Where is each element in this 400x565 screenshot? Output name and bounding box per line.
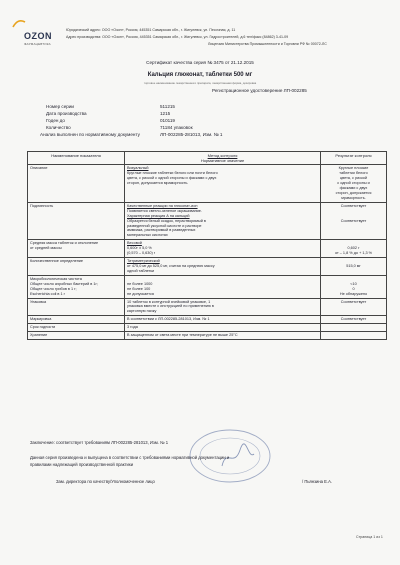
indicator-name: Маркировка (30, 317, 52, 322)
table-row (28, 324, 387, 332)
method-cell (125, 324, 321, 332)
normative-value: минеральных кислотах (127, 233, 168, 238)
meta-expiry (46, 118, 366, 125)
indicator-cell (28, 332, 125, 340)
result-value (323, 333, 384, 338)
table-row (28, 316, 387, 324)
normative-value: картонную пачку (127, 309, 157, 314)
column-header-method (125, 152, 321, 165)
result-value: с одной стороны и (337, 181, 370, 186)
table-header-row (28, 152, 387, 165)
indicator-name: Количественное определение (30, 259, 84, 264)
normative-value: 0,600г ± 5,0 % (127, 246, 152, 251)
indicator-cell (28, 275, 125, 298)
method-name: Весовой (127, 241, 142, 246)
result-value: сторон, допускается (335, 190, 372, 195)
method-cell (125, 275, 321, 298)
indicator-cell (28, 324, 125, 332)
logo-arc-icon (12, 18, 26, 28)
normative-value: от 475,0 мг до 525,0 мг, считая на среднюю массу (127, 263, 215, 268)
result-value: <10 (350, 281, 357, 286)
normative-value: Появляется светло-зеленое окрашивание. (127, 208, 202, 213)
method-cell (125, 298, 321, 316)
method-cell (125, 258, 321, 276)
indicator-cell (28, 316, 125, 324)
meta-value: 010119 (160, 118, 175, 123)
result-value: цвета, с риской (339, 176, 368, 181)
column-header-indicator: Наименование показателя (28, 152, 125, 165)
method-name: Визуальный (127, 166, 149, 171)
result-cell (321, 258, 387, 276)
result-cell (321, 275, 387, 298)
legal-address: Юридический адрес: ООО «Озон», Россия, 445351 Самарская обл., г. Жигулевск, ул. Песочная, д. 11 (66, 28, 236, 32)
meta-quantity (46, 125, 366, 132)
result-value: 0,602 г (347, 246, 360, 251)
method-cell (125, 202, 321, 239)
table-row (28, 298, 387, 316)
result-value: Круглые плоские (338, 166, 369, 171)
signer-name: / Пьянзина Е.А. (302, 479, 333, 484)
indicator-cell (28, 240, 125, 258)
normative-value: 10 таблеток в контурной ячейковой упаковке, 1 (127, 299, 211, 304)
indicator-name: Средняя масса таблеток и отклонение (30, 241, 99, 246)
normative-value: разведенной уксусной кислоте и растворе (127, 223, 202, 228)
indicator-cell (28, 202, 125, 239)
meta-value: ЛП-002285-281013, Изм. № 1 (160, 132, 223, 137)
result-cell (321, 165, 387, 202)
result-value (323, 325, 384, 330)
product-subtitle: торговое наименование лекарственного препарата, лекарственная форма, дозировка (143, 81, 257, 85)
result-cell (321, 298, 387, 316)
indicator-name: Общее число аэробных бактерий в 1г; (30, 281, 98, 286)
method-cell (125, 316, 321, 324)
result-value: фасками с двух (339, 186, 368, 191)
meta-production-date (46, 111, 366, 118)
result-cell (321, 324, 387, 332)
table-row (28, 202, 387, 239)
result-value: мраморность. (341, 195, 366, 200)
normative-value: аммиака, растворимый в разведенных (127, 228, 196, 233)
normative-value: сторон, допускается мраморность. (127, 181, 189, 186)
indicator-cell (28, 298, 125, 316)
certificate-number: Сертификат качества серия № 3475 от 21.12.2015 (146, 60, 254, 65)
registration-number: Регистрационное удостоверение ЛП-002285 (212, 88, 307, 93)
normative-value: цвета, с риской с одной стороны и фасками с двух (127, 176, 217, 181)
release-note-line-1: Данная серия произведена и выпущена в соответствии с требованиями нормативной документации и (30, 455, 230, 460)
result-cell (321, 240, 387, 258)
signer-title: Зам. директора по качеству/Уполномоченное лицо (56, 479, 155, 484)
indicator-name: Описание (30, 166, 48, 171)
result-cell (321, 202, 387, 239)
conclusion: Заключение: соответствует требованиям ЛП-002285-281013, Изм. № 1 (30, 440, 169, 445)
result-value: Не обнаружено (339, 291, 368, 296)
page-footer: Страница 1 из 1 (356, 535, 383, 539)
result-value: от – 1,8 % до + 1,3 % (334, 251, 373, 256)
meta-label: Анализ выполнен по нормативному документу (40, 132, 140, 137)
indicator-cell (28, 258, 125, 276)
table-row (28, 332, 387, 340)
logo-name: OZON (24, 31, 52, 41)
result-value: 515,0 мг (346, 263, 361, 268)
normative-value: В соответствии с ЛП-002285-281013, Изм. № 1 (127, 317, 210, 322)
indicator-name: Подлинность (30, 203, 54, 208)
normative-value: не допускается (127, 291, 154, 296)
result-value: Соответствует (340, 299, 367, 304)
logo-subtitle: ФАРМАЦЕВТИКА (24, 42, 51, 46)
meta-batch (46, 104, 366, 111)
indicator-name: Микробиологическая чистота (30, 276, 82, 281)
table-row (28, 275, 387, 298)
method-header-sublabel: Нормативное значение (200, 158, 245, 164)
meta-value: 511215 (160, 104, 175, 109)
normative-value: не более 1000 (127, 281, 153, 286)
indicator-cell (28, 165, 125, 202)
indicator-name: от средней массы (30, 246, 62, 251)
normative-value: Круглые плоские таблетки белого или почти белого (127, 171, 218, 176)
meta-label: Дата производства (46, 111, 87, 116)
result-cell (321, 332, 387, 340)
meta-label: Количество (46, 125, 71, 130)
indicator-name: Escherichia coli в 1 г (30, 291, 66, 296)
normative-value: не более 100 (127, 286, 151, 291)
meta-label: Номер серии (46, 104, 74, 109)
license-line: Лицензия Министерства Промышленности и Торговли РФ № 00072-ЛС (208, 42, 327, 46)
meta-value: 71184 упаковок (160, 125, 193, 130)
method-header-label: Метод контроля (207, 153, 238, 158)
method-cell (125, 240, 321, 258)
normative-value: Образуется белый осадок, нерастворимый в (127, 218, 206, 223)
indicator-name: Срок годности (30, 325, 56, 330)
method-name: Титриметрический (127, 259, 160, 264)
result-value: таблетки белого (339, 171, 368, 176)
indicator-name: Упаковка (30, 299, 47, 304)
normative-value: упаковка вместе с инструкцией по применению в (127, 304, 214, 309)
production-address: Адрес производства: ООО «Озон», Россия, 445351 Самарская обл., г. Жигулевск, ул. Гидростроителей, д.6 тел/факс (84862) 3-41-09 (66, 35, 289, 39)
result-cell (321, 316, 387, 324)
normative-value: (0,570 – 0,630) г (127, 251, 156, 256)
indicator-name: Общее число грибов в 1 г; (30, 286, 77, 291)
table-row (28, 165, 387, 202)
table-row (28, 258, 387, 276)
meta-normative-document (40, 132, 360, 139)
result-value: Соответствует (340, 317, 367, 322)
normative-value: 3 года (127, 325, 138, 330)
normative-value: одной таблетки (127, 268, 155, 273)
column-header-result: Результат контроля (321, 152, 387, 165)
table-row (28, 240, 387, 258)
result-value: 0 (352, 286, 355, 291)
method-name: Качественные реакции на глюконат-ион (127, 203, 198, 208)
result-value: Соответствует (340, 218, 367, 223)
method-cell (125, 332, 321, 340)
quality-spec-table (27, 151, 387, 340)
result-value: Соответствует (340, 203, 367, 208)
release-note-line-2: правилами надлежащей производственной практики (30, 462, 134, 467)
method-cell (125, 165, 321, 202)
method-name: Характерная реакция А на кальций (127, 213, 190, 218)
normative-value: В защищенном от света месте при температуре не выше 25°С (127, 333, 238, 338)
meta-label: Годен до (46, 118, 65, 123)
indicator-name: Хранение (30, 333, 48, 338)
meta-value: 1215 (160, 111, 171, 116)
product-title: Кальция глюконат, таблетки 500 мг (147, 72, 253, 78)
